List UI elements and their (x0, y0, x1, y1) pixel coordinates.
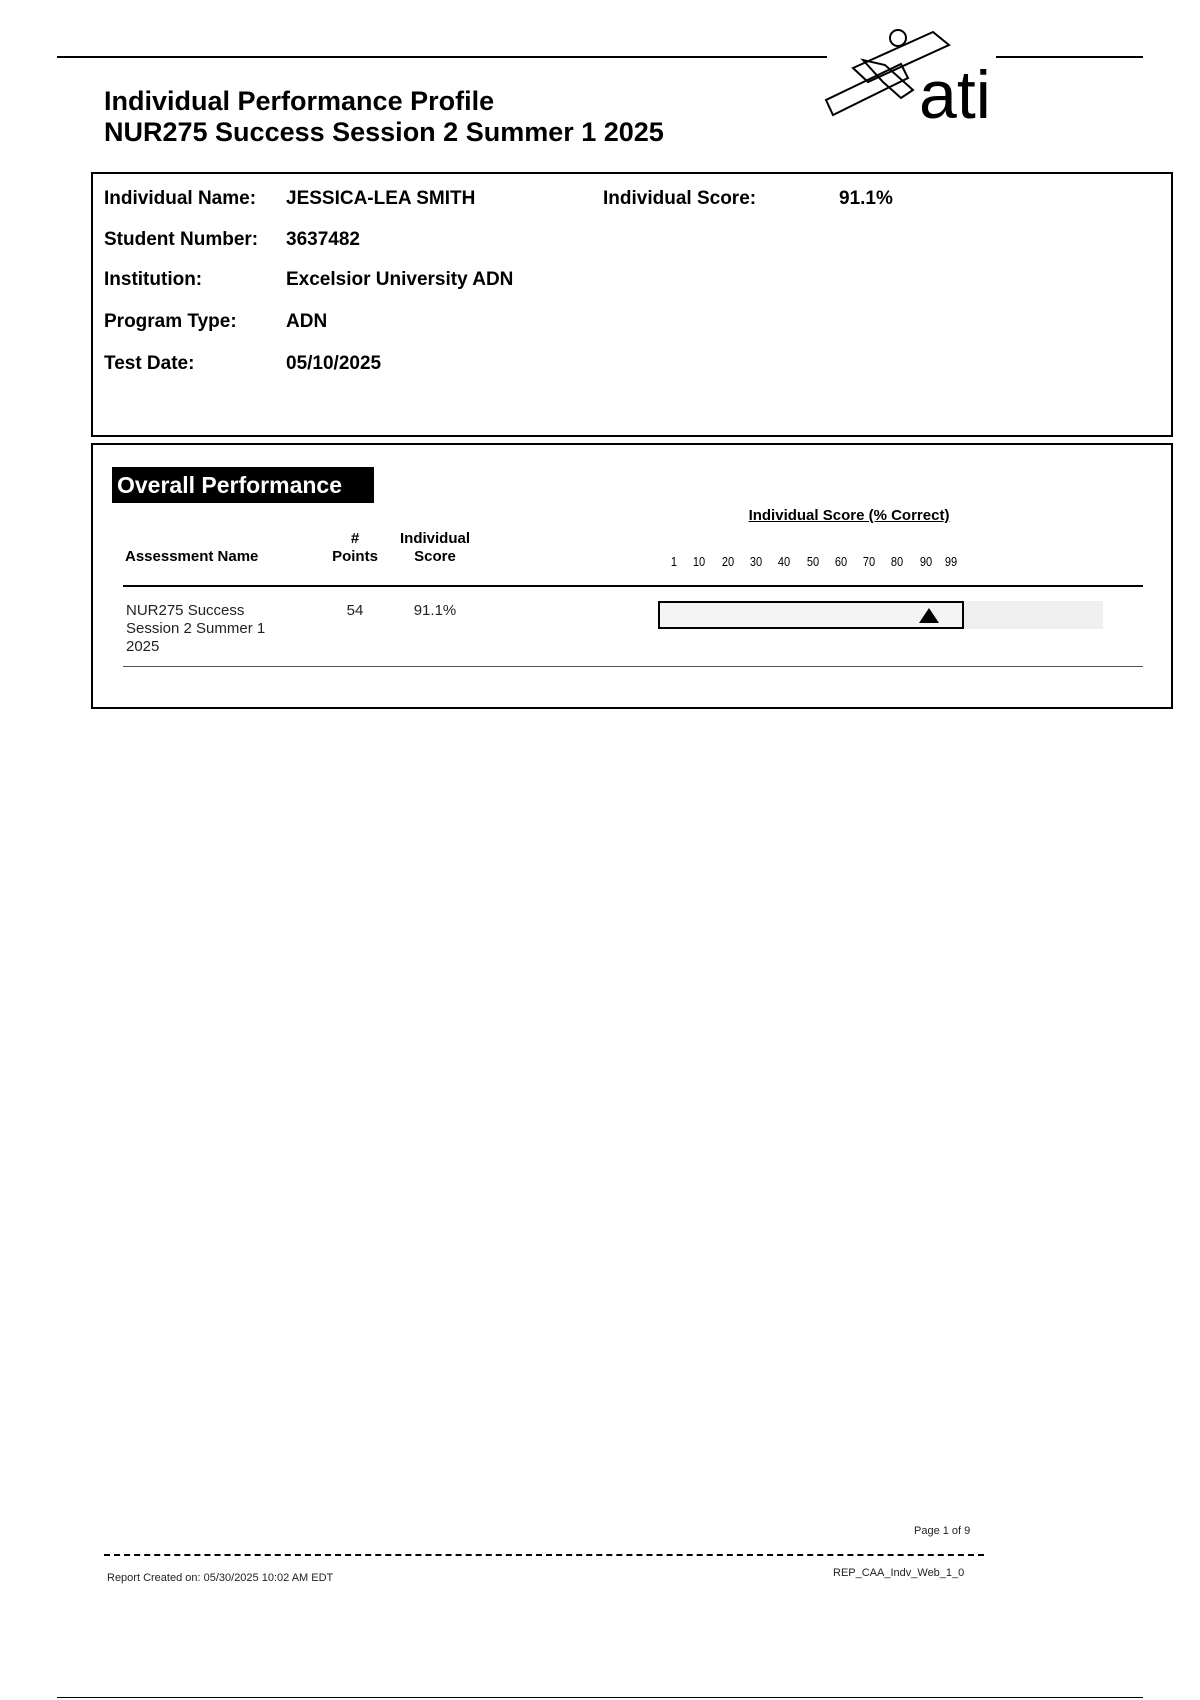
col-header-score (390, 530, 480, 566)
assessment-name-cell (126, 602, 296, 656)
program-type-label: Program Type: (104, 311, 237, 332)
ati-figure-logo-icon (823, 20, 1003, 125)
scale-tick: 60 (834, 554, 847, 569)
assessment-name-line3: 2025 (126, 638, 160, 655)
logo-text: ati (919, 57, 991, 125)
assessment-name-line1: NUR275 Success (126, 602, 245, 619)
scale-tick: 20 (721, 554, 734, 569)
chart-title: Individual Score (% Correct) (748, 507, 950, 524)
col-header-score-line2: Score (414, 548, 456, 565)
scale-tick: 10 (693, 554, 706, 569)
institution-value: Excelsior University ADN (286, 269, 514, 290)
page-bottom-rule (57, 1697, 1143, 1698)
scale-tick: 50 (806, 554, 819, 569)
student-number-value: 3637482 (286, 229, 360, 250)
scale-tick: 90 (919, 554, 932, 569)
scale-tick: 80 (891, 554, 904, 569)
report-title-line1: Individual Performance Profile (104, 86, 495, 116)
scale-tick: 30 (749, 554, 763, 569)
individual-name-label: Individual Name: (104, 188, 257, 209)
col-header-points (325, 530, 385, 566)
test-date-label: Test Date: (104, 353, 195, 374)
table-bottom-rule (123, 666, 1143, 667)
individual-name-value: JESSICA-LEA SMITH (286, 188, 476, 209)
student-number-label: Student Number: (104, 229, 259, 250)
scale-tick: 99 (944, 554, 958, 569)
test-date-value: 05/10/2025 (286, 353, 382, 374)
points-cell: 54 (346, 602, 364, 619)
col-header-score-line1: Individual (399, 530, 470, 547)
program-type-value: ADN (286, 311, 328, 332)
report-created: Report Created on: 05/30/2025 10:02 AM EDT (107, 1572, 334, 1584)
col-header-points-line2: Points (332, 548, 378, 565)
col-header-points-line1: # (350, 530, 360, 547)
col-header-assessment-name: Assessment Name (125, 548, 259, 565)
scale-tick: 70 (862, 554, 876, 569)
report-title-line2: NUR275 Success Session 2 Summer 1 2025 (104, 117, 664, 147)
assessment-name-line2: Session 2 Summer 1 (126, 620, 266, 637)
scale-tick: 40 (778, 554, 791, 569)
table-header-rule (123, 585, 1143, 587)
section-title: Overall Performance (112, 467, 374, 503)
score-cell: 91.1% (413, 602, 457, 619)
score-marker-icon (919, 608, 939, 623)
individual-score-label: Individual Score: (603, 188, 757, 209)
footer-rule (104, 1554, 984, 1556)
overall-performance-panel (91, 443, 1173, 709)
header-rule-right (996, 56, 1143, 58)
report-title (104, 86, 664, 148)
individual-score-value: 91.1% (839, 188, 893, 209)
page-number: Page 1 of 9 (914, 1525, 971, 1537)
ati-logo (823, 20, 1003, 125)
institution-label: Institution: (104, 269, 203, 290)
student-info-panel (91, 172, 1173, 437)
scale-tick: 1 (670, 554, 678, 569)
report-id: REP_CAA_Indv_Web_1_0 (833, 1567, 965, 1579)
header-rule-left (57, 56, 827, 58)
